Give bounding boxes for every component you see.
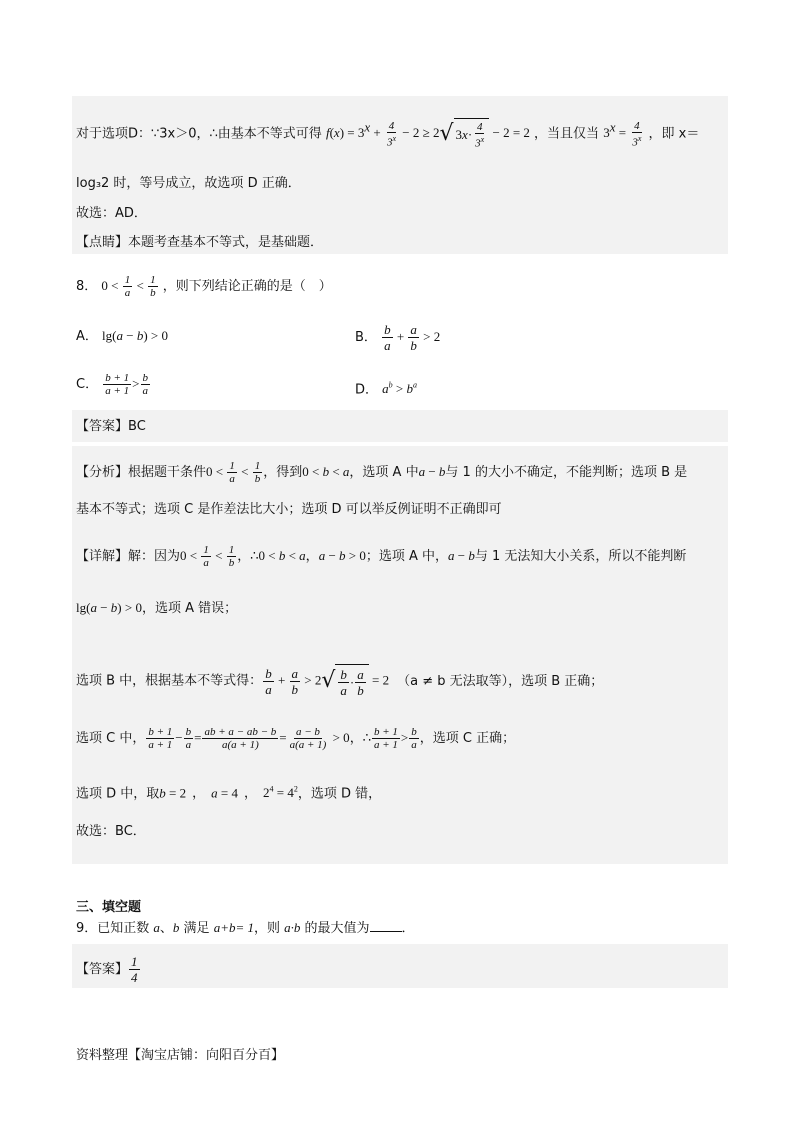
q9-var-a: a [153, 920, 160, 935]
q8-stem [76, 274, 332, 299]
q9-var-b: b [172, 920, 180, 935]
q8-option-b [355, 322, 440, 353]
q8-detail-line1: 【详解】解：因为0 < $\frac{1}{a}$ < $\frac{1}{b}$ ，∴0 < b < a，a − b > 0；选项 A 中，a − b与 1 无法知大小关系，所以不能判断 [76, 544, 687, 569]
q8-detail-lineB: 选项 B 中，根据基本不等式得： $\frac{b}{a}$ + $\frac{a}{b}$ > 2 √ $\frac{b}{a}$ · $\frac{a}{b}$ = 2 （a ≠ b 无法取等），选项 B 正确； [76, 665, 604, 698]
detail-lineB-prefix: 选项 B 中，根据基本不等式得： [76, 673, 263, 689]
q8-option-a [76, 326, 168, 347]
q9-end: ． [401, 921, 415, 936]
detail-mid4: 与 1 无法知大小关系，所以不能判断 [474, 549, 687, 564]
q8-analysis-line2: 基本不等式；选项 C 是作差法比大小；选项 D 可以举反例证明不正确即可 [76, 502, 502, 517]
q9-blank[interactable] [370, 919, 402, 932]
detail-lineC-suffix: ，选项 C 正确； [419, 731, 516, 746]
q8-number: 8． [76, 279, 98, 294]
analysis-mid2: ，选项 A 中 [349, 465, 419, 480]
analysis-mid1: ，得到 [263, 465, 303, 480]
optD-suffix: ，即 x＝ [648, 126, 700, 142]
option-label: A． [76, 329, 98, 344]
analysis-prefix: 【分析】根据题干条件 [76, 465, 207, 480]
q9-answer-num: 1 [131, 954, 138, 969]
detail-mid1: ，∴ [237, 549, 259, 564]
option-d-expr: $a^b > b^a$ [382, 381, 417, 397]
q7-tip: 【点睛】本题考查基本不等式，是基础题． [76, 235, 324, 250]
q9-suffix: 的最大值为 [300, 921, 370, 936]
detail-mid2: ， [305, 549, 319, 564]
detail-lineC-prefix: 选项 C 中， [76, 731, 146, 746]
q8-answer: 【答案】BC [76, 419, 146, 434]
detail-prefix: 【详解】解：因为 [76, 549, 181, 564]
optD-solution-line2: log₃2 时，等号成立，故选项 D 正确． [76, 176, 301, 191]
answer-band-q8 [72, 410, 728, 442]
q8-option-c [76, 372, 151, 397]
q8-detail-lineD: 选项 D 中，取b = 2 ， a = 4 ， $2^4 = 4^2$，选项 D 错， [76, 785, 382, 802]
q9-expr: a·b [284, 920, 301, 935]
q9-answer-label: 【答案】 [76, 962, 129, 977]
q8-option-d [355, 376, 417, 400]
q9-mid: 满足 [179, 921, 214, 936]
q9-stem [76, 918, 415, 939]
option-c-expr: $\frac{b + 1}{a + 1}$ > $\frac{b}{a}$ [105, 372, 148, 397]
q9-sep: 、 [159, 921, 173, 936]
q8-detail-lineA: lg(a − b) > 0，选项 A 错误； [76, 600, 238, 616]
optD-mid: ，当且仅当 [534, 126, 600, 142]
q8-text: ，则下列结论正确的是（ ） [162, 279, 332, 294]
option-label: B． [355, 330, 377, 345]
q9-answer-den: 4 [131, 970, 138, 985]
detail-lineD-sep1: ， [192, 786, 206, 802]
optD-solution-line1 [76, 118, 699, 150]
q8-analysis-line1: 【分析】根据题干条件0 < $\frac{1}{a}$ < $\frac{1}{b}$ ，得到0 < b < a，选项 A 中a − b与 1 的大小不确定，不能判断；选项 B 是 [76, 460, 688, 485]
q9-answer-fraction [129, 954, 140, 985]
detail-lineB-note: （a ≠ b 无法取等），选项 B 正确； [397, 673, 604, 689]
optD-formula: $f(x) = 3^x$ + $\frac{4}{3^x}$ − 2 ≥ 2 √ 3 x · $\frac{4}{3^x}$ − 2 = 2 [325, 119, 530, 150]
q9-mid2: ，则 [253, 921, 285, 936]
option-a-expr: lg(a − b) > 0 [102, 328, 169, 343]
answer-band-q9 [72, 944, 728, 988]
detail-lineC-mid: ，∴ [349, 731, 371, 746]
option-label: D． [355, 382, 379, 398]
option-label: C． [76, 377, 99, 392]
q8-condition: 0 < $\frac{1}{a}$ < $\frac{1}{b}$ [101, 274, 156, 299]
q8-choice: 故选：BC． [76, 824, 146, 839]
q9-prefix: 9．已知正数 [76, 921, 154, 936]
section-title: 三、填空题 [76, 900, 142, 915]
detail-lineD-suffix: ，选项 D 错， [297, 786, 382, 802]
detail-lineA-suffix: ，选项 A 错误； [141, 601, 238, 616]
page-footer: 资料整理【淘宝店铺：向阳百分百】 [76, 1048, 285, 1063]
detail-mid3: ；选项 A 中， [365, 549, 449, 564]
detail-lineD-sep2: ， [243, 786, 257, 802]
optD-condition: $3^x$ = $\frac{4}{3^x}$ [603, 119, 642, 149]
q7-choice: 故选：AD． [76, 206, 147, 221]
option-b-expr: $\frac{b}{a}$ + $\frac{a}{b}$ > 2 [384, 322, 441, 353]
optD-prefix: 对于选项D：∵3x＞0，∴由基本不等式可得 [76, 126, 322, 142]
analysis-mid3: 与 1 的大小不确定，不能判断；选项 B 是 [445, 465, 688, 480]
q8-detail-lineC: 选项 C 中， $\frac{b + 1}{a + 1}$ − $\frac{b}{a}$ = $\frac{ab + a - ab - b}{a(a + 1)}$ = $\frac{a - b}{a(a + 1)}$ > 0，∴ $\frac{b + 1}{a + 1}$ > $\frac{b}{a}$ ，选项 C 正确； [76, 726, 516, 751]
q9-answer [76, 954, 141, 985]
q9-condition: a+b= 1 [213, 920, 254, 935]
detail-lineD-prefix: 选项 D 中，取 [76, 786, 160, 802]
